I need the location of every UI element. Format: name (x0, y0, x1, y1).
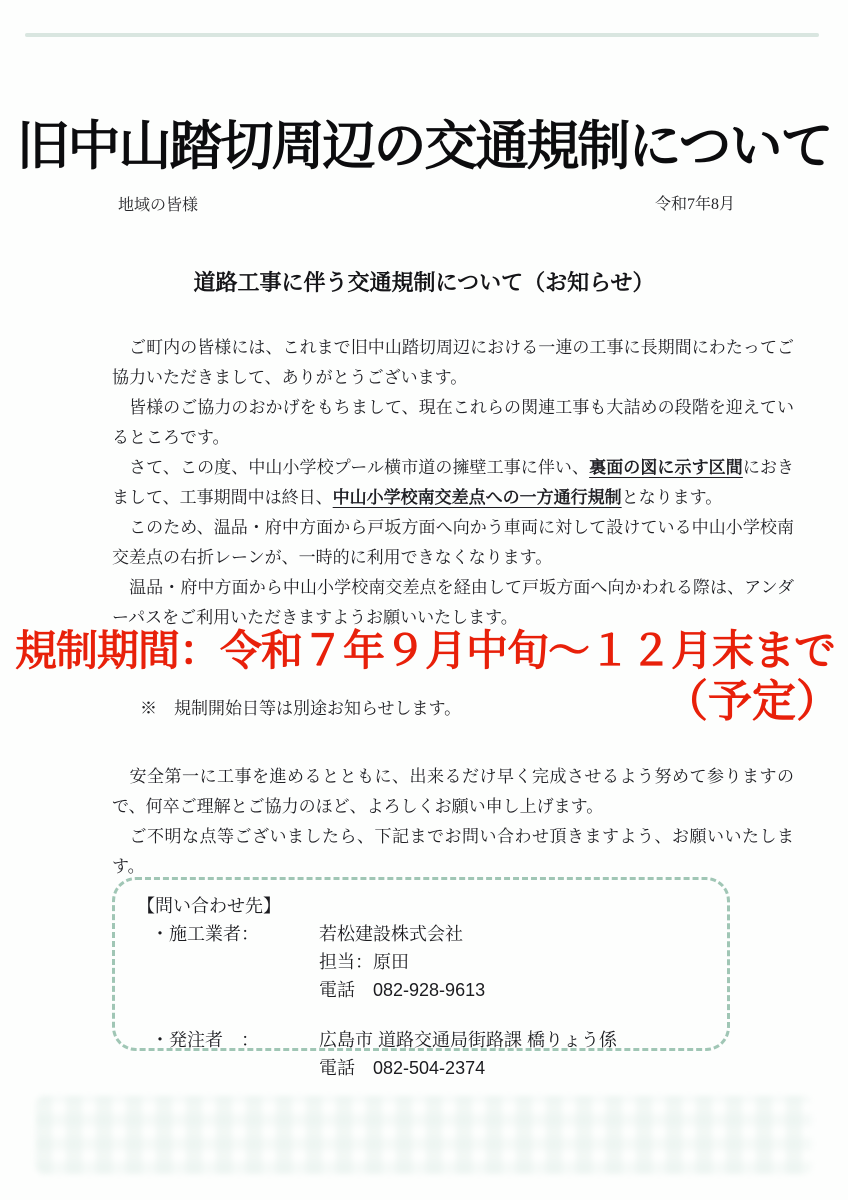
regulation-period-tentative: （予定） (664, 677, 840, 726)
top-horizontal-rule (25, 33, 819, 37)
document-date: 令和7年8月 (655, 196, 736, 213)
contractor-name: 若松建設株式会社 (319, 924, 463, 944)
para3-post: となります。 (621, 488, 723, 507)
contractor-row (151, 920, 709, 948)
contractor-person: 担当：原田 (319, 952, 409, 972)
salutation-text: 地域の皆様 (118, 197, 199, 214)
contact-box-heading: 【問い合わせ先】 (137, 896, 281, 916)
contact-box-spacer (137, 1004, 709, 1026)
client-label: ・発注者 ： (151, 1030, 259, 1050)
contact-info-box (112, 877, 730, 1078)
paragraph-thanks: ご町内の皆様には、これまで旧中山踏切周辺における一連の工事に長期間にわたってご協力いただきまして、ありがとうございます。 (112, 338, 794, 387)
paragraph-right-turn-lane: このため、温品・府中方面から戸坂方面へ向かう車両に対して設けている中山小学校南交差点の右折レーンが、一時的に利用できなくなります。 (112, 518, 794, 567)
client-name: 広島市 道路交通局街路課 橋りょう係 (319, 1030, 618, 1050)
para3-mid: におきまして、工事期間中は終日、 (112, 458, 795, 507)
scan-bleed-through-artifact (36, 1096, 812, 1174)
regulation-start-note: ※ 規制開始日等は別途お知らせします。 (140, 699, 462, 718)
paragraph-progress: 皆様のご協力のおかげをもちまして、現在これらの関連工事も大詰めの段階を迎えているところです。 (112, 398, 794, 447)
paragraph-underpass: 温品・府中方面から中山小学校南交差点を経由して戸坂方面へ向かわれる際は、アンダーパスをご利用いただきますようお願いいたします。 (112, 578, 794, 627)
client-phone: 電話 082-504-2374 (319, 1058, 486, 1078)
body-paragraphs (112, 333, 794, 633)
paragraph-safety: 安全第一に工事を進めるとともに、出来るだけ早く完成させるよう努めて参りますので、何卒ご理解とご協力のほど、よろしくお願い申し上げます。 (112, 767, 794, 816)
notice-subtitle: 道路工事に伴う交通規制について（お知らせ） (193, 270, 655, 295)
contractor-phone: 電話 082-928-9613 (319, 980, 486, 1000)
para3-pre: さて、この度、中山小学校プール横市道の擁壁工事に伴い、 (112, 458, 590, 477)
page-title: 旧中山踏切周辺の交通規制について (16, 117, 832, 176)
para3-emphasis-one-way: 中山小学校南交差点への一方通行規制 (332, 488, 622, 507)
contractor-label: ・施工業者： (151, 924, 259, 944)
closing-paragraphs (112, 762, 794, 882)
client-row (151, 1026, 709, 1054)
para3-emphasis-map-section: 裏面の図に示す区間 (589, 458, 743, 477)
paragraph-inquiry: ご不明な点等ございましたら、下記までお問い合わせ頂きますよう、お願いいたします。 (112, 827, 794, 876)
regulation-period-heading: 規制期間：令和７年９月中旬～１２月末まで (14, 627, 835, 674)
paragraph-regulation-detail (112, 453, 794, 513)
